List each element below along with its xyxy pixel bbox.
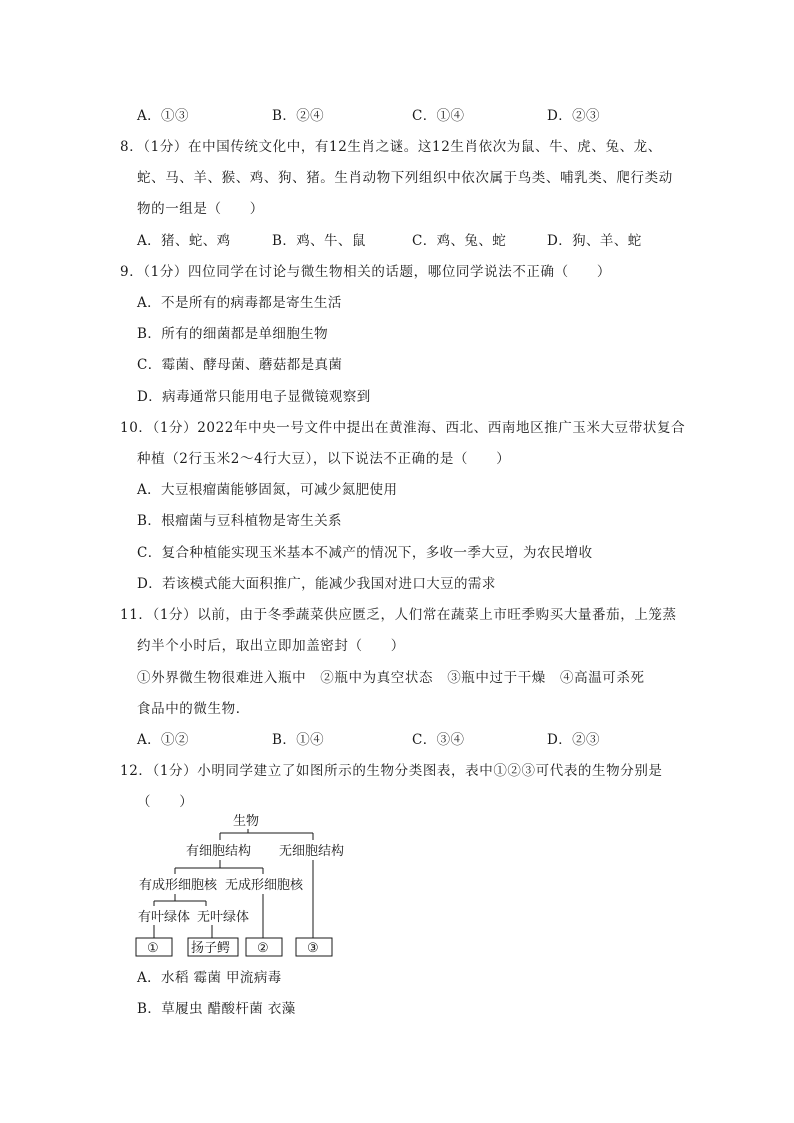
q8-option-a: A．猪、蛇、鸡 bbox=[137, 233, 231, 249]
q11-stem-line-1: 11．（1分）以前，由于冬季蔬菜供应匮乏，人们常在蔬菜上市旺季购买大量番茄，上笼蒸 bbox=[120, 607, 677, 623]
q12-option-b: B．草履虫 醋酸杆菌 衣藻 bbox=[137, 1001, 296, 1017]
diagram-box-2-label: ② bbox=[257, 941, 269, 956]
diagram-box-1-label: ① bbox=[147, 941, 159, 956]
q8-stem-line-3: 物的一组是（ ） bbox=[137, 201, 264, 217]
q9-option-b: B．所有的细菌都是单细胞生物 bbox=[137, 326, 329, 342]
q11-option-b: B．①④ bbox=[272, 732, 325, 748]
diagram-cell-label: 有细胞结构 bbox=[186, 844, 252, 859]
q11-stem-line-4: 食品中的微生物． bbox=[137, 701, 250, 717]
q7-option-c: C．①④ bbox=[412, 108, 465, 124]
q9-option-d: D．病毒通常只能用电子显微镜观察到 bbox=[137, 389, 371, 405]
q11-stem-line-2: 约半个小时后，取出立即加盖密封（ ） bbox=[137, 638, 405, 654]
diagram-no-chloroplast-label: 无叶绿体 bbox=[197, 910, 250, 925]
q8-option-b: B．鸡、牛、鼠 bbox=[272, 233, 366, 249]
q7-option-d: D．②③ bbox=[547, 108, 600, 124]
q11-stem-line-3: ①外界微生物很难进入瓶中 ②瓶中为真空状态 ③瓶中过于干燥 ④高温可杀死 bbox=[137, 670, 645, 686]
q10-option-d: D．若该模式能大面积推广，能减少我国对进口大豆的需求 bbox=[137, 576, 496, 592]
q10-stem-line-2: 种植（2行玉米2～4行大豆），以下说法不正确的是（ ） bbox=[137, 451, 511, 467]
q12-stem-line-1: 12．（1分）小明同学建立了如图所示的生物分类图表，表中①②③可代表的生物分别是 bbox=[120, 763, 663, 779]
diagram-no-cell-label: 无细胞结构 bbox=[279, 844, 345, 859]
q7-option-b: B．②④ bbox=[272, 108, 325, 124]
q10-option-b: B．根瘤菌与豆科植物是寄生关系 bbox=[137, 513, 342, 529]
q10-option-a: A．大豆根瘤菌能够固氮，可减少氮肥使用 bbox=[137, 482, 398, 498]
q9-option-c: C．霉菌、酵母菌、蘑菇都是真菌 bbox=[137, 357, 343, 373]
classification-diagram bbox=[130, 810, 360, 960]
diagram-no-nucleus-label: 无成形细胞核 bbox=[225, 878, 304, 893]
q8-stem-line-1: 8．（1分）在中国传统文化中，有12生肖之谜。这12生肖依次为鼠、牛、虎、兔、龙、 bbox=[120, 139, 662, 155]
q11-option-c: C．③④ bbox=[412, 732, 465, 748]
q12-stem-line-2: （ ） bbox=[137, 794, 194, 810]
q10-option-c: C．复合种植能实现玉米基本不减产的情况下，多收一季大豆，为农民增收 bbox=[137, 545, 593, 561]
diagram-root-label: 生物 bbox=[233, 814, 260, 829]
diagram-chloroplast-label: 有叶绿体 bbox=[138, 910, 191, 925]
q8-stem-line-2: 蛇、马、羊、猴、鸡、狗、猪。生肖动物下列组织中依次属于鸟类、哺乳类、爬行类动 bbox=[137, 170, 673, 186]
q8-option-c: C．鸡、兔、蛇 bbox=[412, 233, 507, 249]
q7-option-a: A．①③ bbox=[137, 108, 189, 124]
q11-option-d: D．②③ bbox=[547, 732, 600, 748]
q11-option-a: A．①② bbox=[137, 732, 189, 748]
diagram-box-3-label: ③ bbox=[307, 941, 319, 956]
q9-stem-line-1: 9．（1分）四位同学在讨论与微生物相关的话题，哪位同学说法不正确（ ） bbox=[120, 264, 612, 280]
q9-option-a: A．不是所有的病毒都是寄生生活 bbox=[137, 295, 342, 311]
q8-option-d: D．狗、羊、蛇 bbox=[547, 233, 642, 249]
diagram-nucleus-label: 有成形细胞核 bbox=[139, 878, 218, 893]
q10-stem-line-1: 10．（1分）2022年中央一号文件中提出在黄淮海、西北、西南地区推广玉米大豆带状复合 bbox=[120, 420, 686, 436]
diagram-box-yangzi-label: 扬子鳄 bbox=[191, 941, 231, 956]
q12-option-a: A．水稻 霉菌 甲流病毒 bbox=[137, 970, 282, 986]
